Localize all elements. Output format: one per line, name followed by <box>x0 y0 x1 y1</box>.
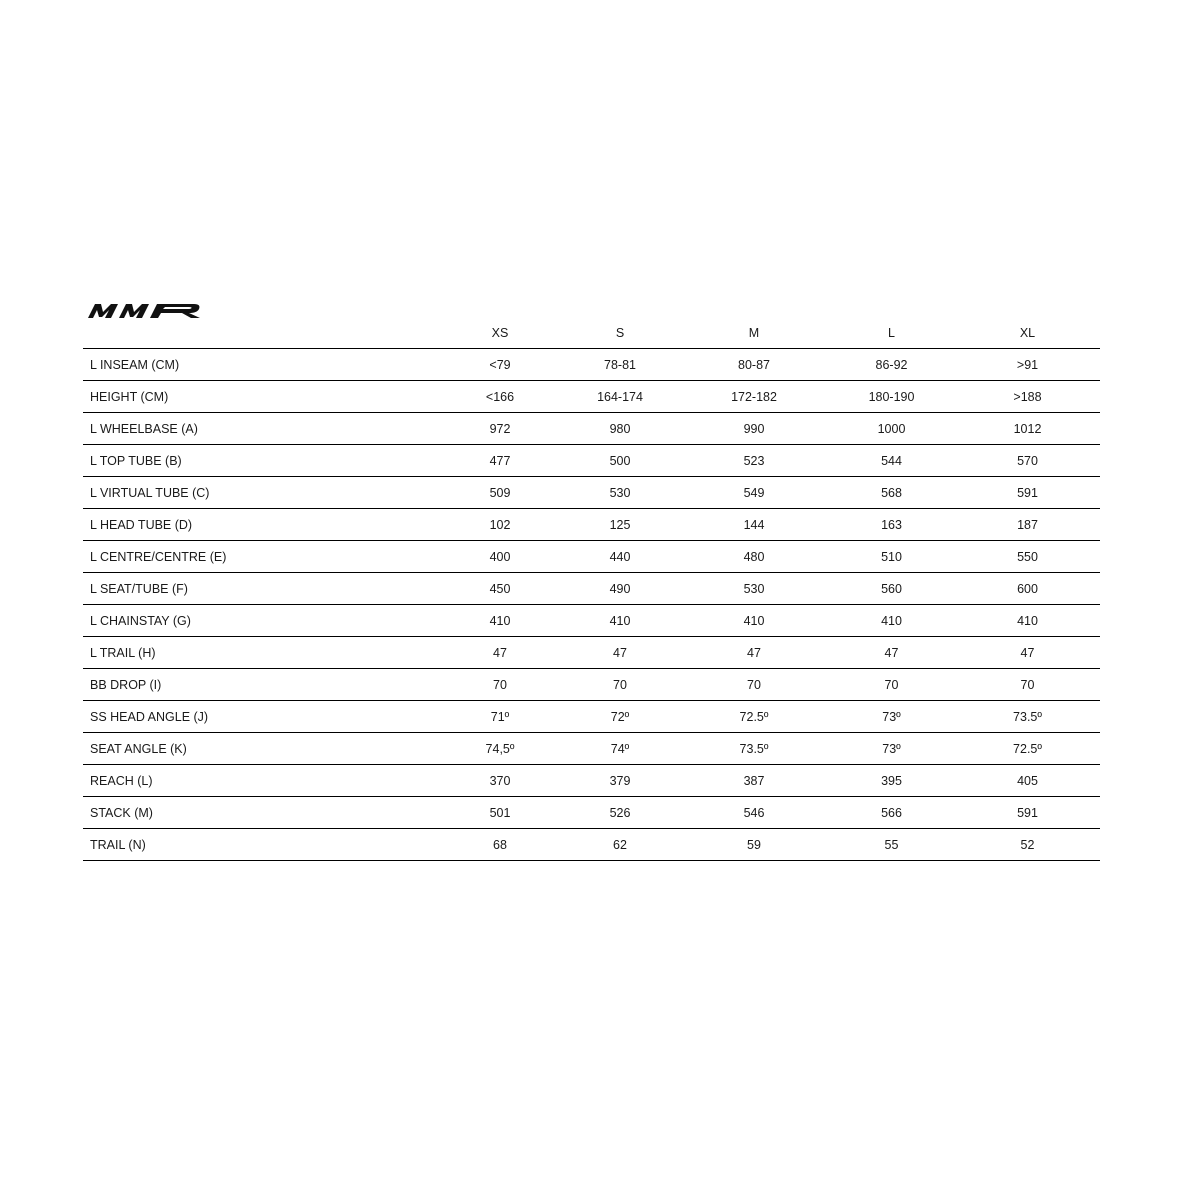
cell-xl: 600 <box>955 573 1100 605</box>
cell-xl: 405 <box>955 765 1100 797</box>
cell-xs: 74,5º <box>440 733 560 765</box>
cell-l: 568 <box>828 477 955 509</box>
cell-s: 78-81 <box>560 349 680 381</box>
size-header-l: L <box>828 317 955 349</box>
row-label: L CENTRE/CENTRE (E) <box>83 541 440 573</box>
cell-s: 47 <box>560 637 680 669</box>
cell-m: 80-87 <box>680 349 828 381</box>
cell-m: 530 <box>680 573 828 605</box>
table-row <box>83 413 1100 445</box>
row-label: L SEAT/TUBE (F) <box>83 573 440 605</box>
header-label-cell <box>83 317 440 349</box>
table-header <box>83 317 1100 349</box>
cell-s: 379 <box>560 765 680 797</box>
cell-l: 86-92 <box>828 349 955 381</box>
cell-xl: 591 <box>955 477 1100 509</box>
cell-xl: 47 <box>955 637 1100 669</box>
cell-m: 144 <box>680 509 828 541</box>
cell-xl: 591 <box>955 797 1100 829</box>
row-label: L VIRTUAL TUBE (C) <box>83 477 440 509</box>
cell-xs: 370 <box>440 765 560 797</box>
geometry-table <box>83 317 1100 861</box>
cell-xs: <166 <box>440 381 560 413</box>
cell-xl: 410 <box>955 605 1100 637</box>
cell-xl: 1012 <box>955 413 1100 445</box>
table-row <box>83 829 1100 861</box>
cell-xs: 972 <box>440 413 560 445</box>
cell-l: 73º <box>828 701 955 733</box>
cell-l: 560 <box>828 573 955 605</box>
row-label: SEAT ANGLE (K) <box>83 733 440 765</box>
cell-m: 73.5º <box>680 733 828 765</box>
cell-xs: <79 <box>440 349 560 381</box>
row-label: L CHAINSTAY (G) <box>83 605 440 637</box>
cell-s: 70 <box>560 669 680 701</box>
table-row <box>83 573 1100 605</box>
table-body <box>83 349 1100 861</box>
cell-xl: 570 <box>955 445 1100 477</box>
table-row <box>83 733 1100 765</box>
cell-s: 440 <box>560 541 680 573</box>
cell-m: 549 <box>680 477 828 509</box>
cell-s: 410 <box>560 605 680 637</box>
cell-xl: 70 <box>955 669 1100 701</box>
size-header-s: S <box>560 317 680 349</box>
cell-m: 990 <box>680 413 828 445</box>
cell-m: 546 <box>680 797 828 829</box>
cell-xs: 509 <box>440 477 560 509</box>
row-label: L TRAIL (H) <box>83 637 440 669</box>
cell-xs: 70 <box>440 669 560 701</box>
cell-s: 530 <box>560 477 680 509</box>
cell-l: 544 <box>828 445 955 477</box>
cell-m: 387 <box>680 765 828 797</box>
cell-s: 980 <box>560 413 680 445</box>
cell-m: 480 <box>680 541 828 573</box>
cell-xl: 550 <box>955 541 1100 573</box>
cell-xl: >91 <box>955 349 1100 381</box>
cell-m: 59 <box>680 829 828 861</box>
row-label: L INSEAM (CM) <box>83 349 440 381</box>
cell-m: 523 <box>680 445 828 477</box>
table-row <box>83 477 1100 509</box>
table-row <box>83 605 1100 637</box>
row-label: SS HEAD ANGLE (J) <box>83 701 440 733</box>
cell-xs: 450 <box>440 573 560 605</box>
cell-xs: 477 <box>440 445 560 477</box>
cell-l: 55 <box>828 829 955 861</box>
cell-l: 73º <box>828 733 955 765</box>
table-row <box>83 701 1100 733</box>
size-header-xl: XL <box>955 317 1100 349</box>
cell-m: 70 <box>680 669 828 701</box>
cell-l: 1000 <box>828 413 955 445</box>
row-label: HEIGHT (CM) <box>83 381 440 413</box>
logo-text <box>202 302 203 303</box>
cell-s: 500 <box>560 445 680 477</box>
cell-l: 163 <box>828 509 955 541</box>
cell-l: 510 <box>828 541 955 573</box>
row-label: STACK (M) <box>83 797 440 829</box>
cell-xl: 73.5º <box>955 701 1100 733</box>
row-label: L WHEELBASE (A) <box>83 413 440 445</box>
cell-s: 164-174 <box>560 381 680 413</box>
cell-m: 47 <box>680 637 828 669</box>
cell-s: 72º <box>560 701 680 733</box>
cell-xs: 400 <box>440 541 560 573</box>
row-label: BB DROP (I) <box>83 669 440 701</box>
cell-l: 70 <box>828 669 955 701</box>
table-row <box>83 509 1100 541</box>
cell-l: 47 <box>828 637 955 669</box>
cell-m: 172-182 <box>680 381 828 413</box>
cell-xs: 501 <box>440 797 560 829</box>
cell-xs: 410 <box>440 605 560 637</box>
table-row <box>83 349 1100 381</box>
table-row <box>83 541 1100 573</box>
row-label: L TOP TUBE (B) <box>83 445 440 477</box>
size-header-xs: XS <box>440 317 560 349</box>
table-row <box>83 765 1100 797</box>
cell-s: 62 <box>560 829 680 861</box>
cell-l: 410 <box>828 605 955 637</box>
row-label: REACH (L) <box>83 765 440 797</box>
cell-xs: 71º <box>440 701 560 733</box>
size-header-m: M <box>680 317 828 349</box>
table-row <box>83 669 1100 701</box>
cell-xl: 72.5º <box>955 733 1100 765</box>
cell-s: 490 <box>560 573 680 605</box>
cell-xs: 102 <box>440 509 560 541</box>
row-label: L HEAD TUBE (D) <box>83 509 440 541</box>
cell-xl: >188 <box>955 381 1100 413</box>
row-label: TRAIL (N) <box>83 829 440 861</box>
cell-s: 125 <box>560 509 680 541</box>
cell-xs: 68 <box>440 829 560 861</box>
table-row <box>83 445 1100 477</box>
table-row <box>83 797 1100 829</box>
size-header-row <box>83 317 1100 349</box>
cell-l: 180-190 <box>828 381 955 413</box>
cell-s: 74º <box>560 733 680 765</box>
cell-s: 526 <box>560 797 680 829</box>
table-row <box>83 381 1100 413</box>
cell-xs: 47 <box>440 637 560 669</box>
cell-l: 395 <box>828 765 955 797</box>
cell-l: 566 <box>828 797 955 829</box>
cell-xl: 52 <box>955 829 1100 861</box>
cell-m: 72.5º <box>680 701 828 733</box>
cell-xl: 187 <box>955 509 1100 541</box>
table-row <box>83 637 1100 669</box>
cell-m: 410 <box>680 605 828 637</box>
